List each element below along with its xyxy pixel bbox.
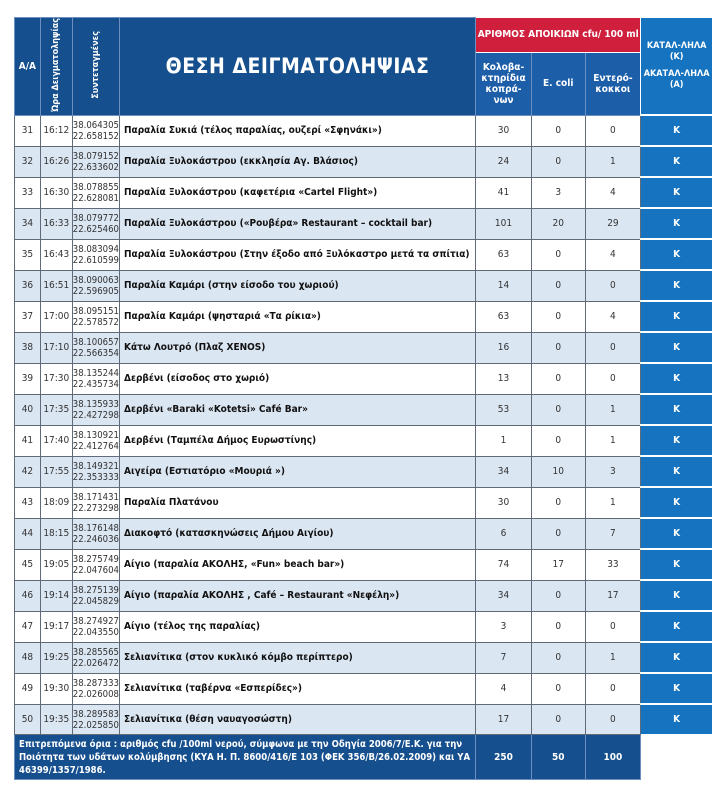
row-number: 37	[15, 301, 41, 332]
coliforms-count: 30	[476, 115, 532, 146]
header-coords: Συντεταγμένες	[90, 31, 101, 99]
coordinates	[72, 642, 119, 673]
enterococci-count: 4	[585, 239, 641, 270]
coordinates	[72, 518, 119, 549]
longitude: 22.427298	[72, 409, 119, 421]
longitude: 22.043550	[72, 626, 119, 638]
enterococci-count: 3	[585, 456, 641, 487]
table-row	[15, 115, 713, 146]
enterococci-count: 1	[585, 487, 641, 518]
suitability: Κ	[641, 270, 713, 301]
row-number: 42	[15, 456, 41, 487]
longitude: 22.610599	[72, 254, 119, 266]
coordinates	[72, 456, 119, 487]
coordinates	[72, 239, 119, 270]
header-suitable: ΚΑΤΑΛ-ΛΗΛΑ (Κ)	[646, 41, 707, 63]
coordinates	[72, 487, 119, 518]
location: Παραλία Πλατάνου	[119, 487, 475, 518]
coliforms-count: 4	[476, 673, 532, 704]
sample-time: 16:51	[40, 270, 72, 301]
table-row	[15, 549, 713, 580]
sample-time: 17:55	[40, 456, 72, 487]
enterococci-count: 33	[585, 549, 641, 580]
header-aa: Α/Α	[15, 18, 41, 116]
coordinates	[72, 146, 119, 177]
ecoli-count: 0	[531, 301, 585, 332]
latitude: 38.130921	[72, 429, 119, 441]
longitude: 22.658152	[72, 130, 119, 142]
table-row	[15, 611, 713, 642]
longitude: 22.596905	[72, 285, 119, 297]
sample-time: 17:35	[40, 394, 72, 425]
table-row	[15, 239, 713, 270]
suitability: Κ	[641, 363, 713, 394]
ecoli-count: 0	[531, 239, 585, 270]
row-number: 35	[15, 239, 41, 270]
longitude: 22.578572	[72, 316, 119, 328]
latitude: 38.285565	[72, 646, 119, 658]
coliforms-count: 34	[476, 456, 532, 487]
latitude: 38.135244	[72, 367, 119, 379]
location: Διακοφτό (κατασκηνώσεις Δήμου Αιγίου)	[119, 518, 475, 549]
suitability: Κ	[641, 115, 713, 146]
location: Αίγιο (παραλία ΑΚΟΛΗΣ , Café – Restaurant «Νεφέλη»)	[119, 580, 475, 611]
sample-time: 19:25	[40, 642, 72, 673]
longitude: 22.353333	[72, 471, 119, 483]
suitability: Κ	[641, 208, 713, 239]
enterococci-count: 0	[585, 611, 641, 642]
enterococci-count: 0	[585, 270, 641, 301]
ecoli-count: 20	[531, 208, 585, 239]
suitability: Κ	[641, 487, 713, 518]
enterococci-count: 4	[585, 177, 641, 208]
coliforms-count: 17	[476, 704, 532, 735]
coordinates	[72, 177, 119, 208]
sample-time: 17:10	[40, 332, 72, 363]
suitability: Κ	[641, 580, 713, 611]
header-coliforms: Κολοβα-κτηρίδια κοπρά-νων	[476, 52, 532, 115]
coliforms-count: 7	[476, 642, 532, 673]
suitability: Κ	[641, 394, 713, 425]
location: Κάτω Λουτρό (Πλαζ XENOS)	[119, 332, 475, 363]
coliforms-count: 63	[476, 239, 532, 270]
ecoli-count: 17	[531, 549, 585, 580]
enterococci-count: 4	[585, 301, 641, 332]
coliforms-count: 14	[476, 270, 532, 301]
sample-time: 16:43	[40, 239, 72, 270]
enterococci-count: 1	[585, 642, 641, 673]
suitability: Κ	[641, 425, 713, 456]
row-number: 41	[15, 425, 41, 456]
ecoli-count: 0	[531, 394, 585, 425]
limit-ecoli: 50	[531, 735, 585, 780]
coordinates	[72, 611, 119, 642]
suitability: Κ	[641, 611, 713, 642]
longitude: 22.026008	[72, 688, 119, 700]
latitude: 38.079772	[72, 212, 119, 224]
table-row	[15, 456, 713, 487]
longitude: 22.628081	[72, 192, 119, 204]
location: Παραλία Καμάρι (ψησταριά «Τα ρίκια»)	[119, 301, 475, 332]
header-time: Ώρα Δειγματοληψίας	[51, 18, 62, 112]
coliforms-count: 24	[476, 146, 532, 177]
location: Δερβένι «Baraki «Kotetsi» Café Bar»	[119, 394, 475, 425]
table-row	[15, 177, 713, 208]
location: Παραλία Καμάρι (στην είσοδο του χωριού)	[119, 270, 475, 301]
suitability: Κ	[641, 673, 713, 704]
longitude: 22.045829	[72, 595, 119, 607]
sample-time: 19:30	[40, 673, 72, 704]
ecoli-count: 0	[531, 270, 585, 301]
latitude: 38.176148	[72, 522, 119, 534]
longitude: 22.246036	[72, 533, 119, 545]
latitude: 38.171431	[72, 491, 119, 503]
longitude: 22.047604	[72, 564, 119, 576]
location: Παραλία Ξυλοκάστρου (εκκλησία Αγ. Βλάσιος)	[119, 146, 475, 177]
suitability: Κ	[641, 518, 713, 549]
suitability: Κ	[641, 332, 713, 363]
coordinates	[72, 704, 119, 735]
enterococci-count: 0	[585, 704, 641, 735]
ecoli-count: 0	[531, 146, 585, 177]
sample-time: 16:30	[40, 177, 72, 208]
ecoli-count: 0	[531, 115, 585, 146]
longitude: 22.625460	[72, 223, 119, 235]
table-row	[15, 518, 713, 549]
sample-time: 19:14	[40, 580, 72, 611]
row-number: 43	[15, 487, 41, 518]
table-row	[15, 270, 713, 301]
coordinates	[72, 115, 119, 146]
latitude: 38.287333	[72, 677, 119, 689]
coliforms-count: 101	[476, 208, 532, 239]
limit-coliforms: 250	[476, 735, 532, 780]
sample-time: 19:17	[40, 611, 72, 642]
coordinates	[72, 394, 119, 425]
ecoli-count: 10	[531, 456, 585, 487]
longitude: 22.412764	[72, 440, 119, 452]
sample-time: 18:09	[40, 487, 72, 518]
longitude: 22.026472	[72, 657, 119, 669]
table-row	[15, 487, 713, 518]
coliforms-count: 74	[476, 549, 532, 580]
coordinates	[72, 301, 119, 332]
coliforms-count: 41	[476, 177, 532, 208]
latitude: 38.083094	[72, 243, 119, 255]
location: Αίγιο (τέλος της παραλίας)	[119, 611, 475, 642]
longitude: 22.025850	[72, 719, 119, 731]
ecoli-count: 0	[531, 611, 585, 642]
enterococci-count: 0	[585, 673, 641, 704]
location: Σελιανίτικα (ταβέρνα «Εσπερίδες»)	[119, 673, 475, 704]
location: Δερβένι (είσοδος στο χωριό)	[119, 363, 475, 394]
limit-entero: 100	[585, 735, 641, 780]
header-suitability	[641, 18, 713, 116]
location: Αίγιο (παραλία ΑΚΟΛΗΣ, «Fun» beach bar»)	[119, 549, 475, 580]
enterococci-count: 0	[585, 363, 641, 394]
latitude: 38.149321	[72, 460, 119, 472]
coordinates	[72, 270, 119, 301]
table-row	[15, 363, 713, 394]
row-number: 45	[15, 549, 41, 580]
table-row	[15, 394, 713, 425]
row-number: 32	[15, 146, 41, 177]
table-row	[15, 301, 713, 332]
ecoli-count: 0	[531, 487, 585, 518]
latitude: 38.275749	[72, 553, 119, 565]
row-number: 39	[15, 363, 41, 394]
location: Παραλία Ξυλοκάστρου («Ρουβέρα» Restaurant – cocktail bar)	[119, 208, 475, 239]
longitude: 22.633602	[72, 161, 119, 173]
ecoli-count: 0	[531, 363, 585, 394]
coordinates	[72, 208, 119, 239]
coliforms-count: 16	[476, 332, 532, 363]
enterococci-count: 7	[585, 518, 641, 549]
row-number: 47	[15, 611, 41, 642]
table-row	[15, 208, 713, 239]
enterococci-count: 1	[585, 394, 641, 425]
ecoli-count: 0	[531, 425, 585, 456]
table-row	[15, 332, 713, 363]
suitability: Κ	[641, 239, 713, 270]
suitability: Κ	[641, 146, 713, 177]
location: Παραλία Ξυλοκάστρου (καφετέρια «Cartel Flight»)	[119, 177, 475, 208]
location: Δερβένι (Ταμπέλα Δήμος Ευρωστίνης)	[119, 425, 475, 456]
enterococci-count: 29	[585, 208, 641, 239]
ecoli-count: 0	[531, 332, 585, 363]
coliforms-count: 1	[476, 425, 532, 456]
location: Παραλία Ξυλοκάστρου (Στην έξοδο από Ξυλόκαστρο μετά τα σπίτια)	[119, 239, 475, 270]
suitability: Κ	[641, 177, 713, 208]
coordinates	[72, 425, 119, 456]
table-row	[15, 673, 713, 704]
sample-time: 17:40	[40, 425, 72, 456]
enterococci-count: 0	[585, 332, 641, 363]
enterococci-count: 17	[585, 580, 641, 611]
row-number: 49	[15, 673, 41, 704]
suitability: Κ	[641, 549, 713, 580]
row-number: 31	[15, 115, 41, 146]
latitude: 38.135933	[72, 398, 119, 410]
ecoli-count: 0	[531, 518, 585, 549]
latitude: 38.078855	[72, 181, 119, 193]
location: Αιγείρα (Εστιατόριο «Μουριά »)	[119, 456, 475, 487]
coliforms-count: 34	[476, 580, 532, 611]
coliforms-count: 53	[476, 394, 532, 425]
suitability: Κ	[641, 642, 713, 673]
row-number: 48	[15, 642, 41, 673]
suitability: Κ	[641, 301, 713, 332]
location: Σελιανίτικα (στον κυκλικό κόμβο περίπτερο)	[119, 642, 475, 673]
location: Σελιανίτικα (θέση ναυαγοσώστη)	[119, 704, 475, 735]
row-number: 46	[15, 580, 41, 611]
latitude: 38.079152	[72, 150, 119, 162]
sample-time: 18:15	[40, 518, 72, 549]
latitude: 38.275139	[72, 584, 119, 596]
coordinates	[72, 549, 119, 580]
sample-time: 16:26	[40, 146, 72, 177]
enterococci-count: 0	[585, 115, 641, 146]
table-row	[15, 580, 713, 611]
header-entero: Εντερό-κοκκοι	[585, 52, 641, 115]
header-colonies: ΑΡΙΘΜΟΣ ΑΠΟΙΚΙΩΝ cfu/ 100 ml	[476, 18, 641, 53]
coliforms-count: 30	[476, 487, 532, 518]
table-row	[15, 146, 713, 177]
row-number: 33	[15, 177, 41, 208]
header-location: ΘΕΣΗ ΔΕΙΓΜΑΤΟΛΗΨΙΑΣ	[119, 18, 475, 116]
sample-time: 19:35	[40, 704, 72, 735]
coordinates	[72, 673, 119, 704]
longitude: 22.566354	[72, 347, 119, 359]
enterococci-count: 1	[585, 146, 641, 177]
ecoli-count: 0	[531, 704, 585, 735]
table-row	[15, 425, 713, 456]
sample-time: 17:00	[40, 301, 72, 332]
row-number: 36	[15, 270, 41, 301]
suitability: Κ	[641, 704, 713, 735]
header-ecoli: E. coli	[531, 52, 585, 115]
longitude: 22.435734	[72, 378, 119, 390]
row-number: 50	[15, 704, 41, 735]
sample-time: 16:33	[40, 208, 72, 239]
ecoli-count: 3	[531, 177, 585, 208]
sample-time: 19:05	[40, 549, 72, 580]
latitude: 38.095151	[72, 305, 119, 317]
coordinates	[72, 363, 119, 394]
row-number: 44	[15, 518, 41, 549]
latitude: 38.100657	[72, 336, 119, 348]
ecoli-count: 0	[531, 580, 585, 611]
sample-time: 16:12	[40, 115, 72, 146]
coliforms-count: 63	[476, 301, 532, 332]
row-number: 40	[15, 394, 41, 425]
coliforms-count: 3	[476, 611, 532, 642]
latitude: 38.064305	[72, 119, 119, 131]
ecoli-count: 0	[531, 673, 585, 704]
enterococci-count: 1	[585, 425, 641, 456]
water-quality-table	[14, 17, 713, 780]
coliforms-count: 6	[476, 518, 532, 549]
sample-time: 17:30	[40, 363, 72, 394]
latitude: 38.090063	[72, 274, 119, 286]
latitude: 38.274927	[72, 615, 119, 627]
coordinates	[72, 580, 119, 611]
location: Παραλία Συκιά (τέλος παραλίας, ουζερί «Σφηνάκι»)	[119, 115, 475, 146]
longitude: 22.273298	[72, 502, 119, 514]
header-unsuitable: ΑΚΑΤΑΛ-ΛΗΛΑ (Α)	[643, 69, 710, 91]
row-number: 38	[15, 332, 41, 363]
table-row	[15, 704, 713, 735]
latitude: 38.289583	[72, 708, 119, 720]
ecoli-count: 0	[531, 642, 585, 673]
suitability: Κ	[641, 456, 713, 487]
table-row	[15, 642, 713, 673]
coordinates	[72, 332, 119, 363]
footer-note: Επιτρεπόμενα όρια : αριθμός cfu /100ml νερού, σύμφωνα με την Οδηγία 2006/7/Ε.Κ. για την Ποιότητα των υδάτων κολύμβησης (ΚΥΑ Η. Π. 8600/416/Ε 103 (ΦΕΚ 356/Β/26.02.2009) και ΥΑ 46399/1357/1986.	[15, 735, 476, 780]
coliforms-count: 13	[476, 363, 532, 394]
row-number: 34	[15, 208, 41, 239]
